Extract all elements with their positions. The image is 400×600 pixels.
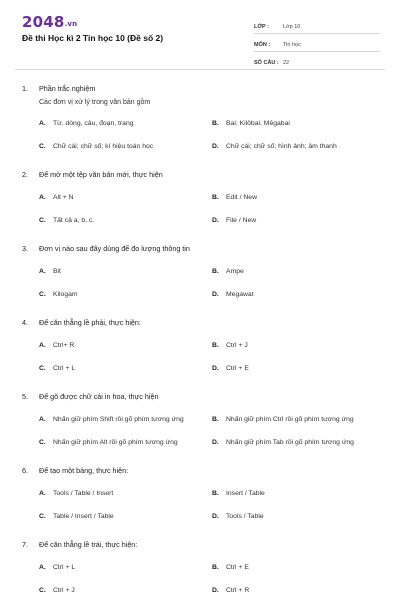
- answer-option[interactable]: [39, 266, 212, 276]
- answer-options: [39, 192, 382, 225]
- meta-row-class: [254, 16, 380, 34]
- option-text: Bai; Kilôbai; Mêgabai: [226, 119, 290, 127]
- option-text: Tools / Table / Insert: [53, 489, 114, 497]
- question-header: [22, 538, 382, 550]
- option-letter: D.: [212, 364, 219, 372]
- option-text: Ctrl + L: [53, 563, 76, 571]
- option-text: Bit: [53, 267, 61, 275]
- answer-option[interactable]: [212, 511, 399, 521]
- answer-option[interactable]: [39, 192, 212, 202]
- question-header: [22, 390, 382, 402]
- option-text: Chữ cái; chữ số; kí hiệu toán học: [53, 142, 154, 150]
- answer-option[interactable]: [39, 414, 212, 424]
- question-list: [22, 82, 382, 595]
- meta-value: Lớp 10: [283, 24, 301, 30]
- option-text: Ctrl + R: [226, 586, 250, 594]
- question-text: Đơn vị nào sau đây dùng để đo lượng thông tin: [39, 243, 190, 253]
- answer-options: [39, 488, 382, 521]
- option-text: Nhấn giữ phím Alt rồi gõ phím tương ứng: [53, 438, 178, 446]
- question-text: Để mở một tệp văn bản mới, thực hiện: [39, 169, 163, 179]
- meta-row-count: [254, 52, 380, 70]
- option-text: Insert / Table: [226, 489, 265, 497]
- option-letter: B.: [212, 415, 219, 423]
- option-letter: A.: [39, 415, 46, 423]
- answer-option[interactable]: [212, 488, 399, 498]
- question-header: [22, 316, 382, 328]
- answer-option[interactable]: [39, 363, 212, 373]
- meta-label: MÔN :: [254, 42, 271, 48]
- option-letter: D.: [212, 142, 219, 150]
- option-letter: C.: [39, 364, 46, 372]
- question-subtext: Các đơn vị xử lý trong văn bản gồm: [39, 99, 151, 106]
- question-3: [22, 242, 382, 299]
- question-text: Phần trắc nghiệm: [39, 83, 96, 93]
- meta-value: 22: [283, 60, 290, 66]
- question-spacer: [22, 299, 382, 316]
- option-letter: C.: [39, 586, 46, 594]
- option-text: Tất cả a, b, c.: [53, 216, 95, 224]
- option-text: Nhấn giữ phím Tab rồi gõ phím tương ứng: [226, 438, 354, 446]
- answer-option[interactable]: [212, 215, 399, 225]
- option-letter: A.: [39, 341, 46, 349]
- question-header: [22, 464, 382, 476]
- exam-meta: [254, 16, 380, 70]
- option-letter: D.: [212, 216, 219, 224]
- question-6: [22, 464, 382, 521]
- option-text: Ctrl + E: [226, 563, 249, 571]
- answer-options: [39, 266, 382, 299]
- option-letter: D.: [212, 438, 219, 446]
- question-text: Để gõ được chữ cái in hoa, thực hiện: [39, 391, 159, 401]
- option-letter: A.: [39, 193, 46, 201]
- answer-option[interactable]: [39, 215, 212, 225]
- question-header: [22, 82, 382, 94]
- question-5: [22, 390, 382, 447]
- option-letter: A.: [39, 267, 46, 275]
- option-letter: C.: [39, 216, 46, 224]
- answer-option[interactable]: [39, 118, 212, 128]
- question-spacer: [22, 521, 382, 538]
- logo-suffix: .vn: [64, 20, 78, 28]
- question-header: [22, 168, 382, 180]
- option-text: Ctrl+ R: [53, 341, 75, 349]
- option-text: File / New: [226, 216, 257, 224]
- option-text: Ctrl + J: [226, 341, 248, 349]
- question-text: Để căn thẳng lề phải, thực hiện:: [39, 317, 141, 327]
- question-2: [22, 168, 382, 225]
- question-number: 6.: [22, 465, 28, 475]
- option-text: Ctrl + J: [53, 586, 75, 594]
- option-letter: B.: [212, 489, 219, 497]
- logo-main: 2048: [22, 13, 65, 31]
- question-1: [22, 82, 382, 151]
- option-letter: C.: [39, 438, 46, 446]
- question-text: Để căn thẳng lề trái, thực hiện:: [39, 539, 138, 549]
- question-number: 7.: [22, 539, 28, 549]
- option-letter: A.: [39, 563, 46, 571]
- answer-options: [39, 562, 382, 595]
- answer-option[interactable]: [39, 141, 212, 151]
- answer-options: [39, 414, 382, 447]
- header-divider: [15, 69, 385, 70]
- option-letter: B.: [212, 267, 219, 275]
- answer-option[interactable]: [212, 289, 399, 299]
- answer-option[interactable]: [212, 192, 399, 202]
- option-letter: D.: [212, 512, 219, 520]
- question-spacer: [22, 373, 382, 390]
- option-text: Nhấn giữ phím Ctrl rồi gõ phím tương ứng: [226, 415, 354, 423]
- answer-option[interactable]: [212, 585, 399, 595]
- answer-option[interactable]: [212, 562, 399, 572]
- option-letter: D.: [212, 586, 219, 594]
- question-number: 2.: [22, 169, 28, 179]
- exam-title: Đề thi Học kì 2 Tin học 10 (Đề số 2): [22, 33, 164, 43]
- option-letter: C.: [39, 512, 46, 520]
- question-7: [22, 538, 382, 595]
- meta-row-subject: [254, 34, 380, 52]
- answer-option[interactable]: [39, 340, 212, 350]
- meta-label: LỚP :: [254, 24, 269, 30]
- option-text: Chữ cái; chữ số; hình ảnh; âm thanh: [226, 142, 337, 150]
- option-letter: A.: [39, 489, 46, 497]
- question-text: Để tạo một bảng, thực hiện:: [39, 465, 129, 475]
- option-letter: A.: [39, 119, 46, 127]
- option-text: Kilogam: [53, 290, 78, 298]
- question-spacer: [22, 447, 382, 464]
- answer-option[interactable]: [212, 437, 399, 447]
- option-text: Từ, dòng, câu, đoạn, trang: [53, 119, 134, 127]
- meta-label: SỐ CÂU :: [254, 60, 279, 66]
- question-number: 5.: [22, 391, 28, 401]
- option-letter: B.: [212, 193, 219, 201]
- question-number: 3.: [22, 243, 28, 253]
- site-logo[interactable]: [22, 13, 77, 31]
- option-text: Ampe: [226, 267, 244, 275]
- question-spacer: [22, 225, 382, 242]
- option-letter: B.: [212, 341, 219, 349]
- answer-options: [39, 118, 382, 151]
- meta-value: Tin học: [283, 42, 301, 48]
- option-text: Tools / Table: [226, 512, 264, 520]
- answer-option[interactable]: [39, 585, 212, 595]
- option-text: Edit / New: [226, 193, 257, 201]
- answer-option[interactable]: [39, 488, 212, 498]
- option-text: Ctrl + L: [53, 364, 76, 372]
- option-text: Alt + N: [53, 193, 74, 201]
- answer-option[interactable]: [39, 437, 212, 447]
- option-letter: B.: [212, 563, 219, 571]
- answer-option[interactable]: [39, 511, 212, 521]
- question-4: [22, 316, 382, 373]
- option-letter: D.: [212, 290, 219, 298]
- option-text: Table / Insert / Table: [53, 512, 114, 520]
- answer-option[interactable]: [212, 414, 399, 424]
- answer-option[interactable]: [212, 363, 399, 373]
- option-text: Nhấn giữ phím Shift rồi gõ phím tương ứng: [53, 415, 184, 423]
- option-letter: B.: [212, 119, 219, 127]
- answer-option[interactable]: [39, 289, 212, 299]
- answer-option[interactable]: [39, 562, 212, 572]
- answer-option[interactable]: [212, 141, 399, 151]
- question-number: 1.: [22, 83, 28, 93]
- answer-options: [39, 340, 382, 373]
- option-text: Megawat: [226, 290, 254, 298]
- option-letter: C.: [39, 290, 46, 298]
- option-text: Ctrl + E: [226, 364, 249, 372]
- answer-option[interactable]: [212, 118, 399, 128]
- answer-option[interactable]: [212, 266, 399, 276]
- answer-option[interactable]: [212, 340, 399, 350]
- question-header: [22, 242, 382, 254]
- question-spacer: [22, 151, 382, 168]
- question-number: 4.: [22, 317, 28, 327]
- option-letter: C.: [39, 142, 46, 150]
